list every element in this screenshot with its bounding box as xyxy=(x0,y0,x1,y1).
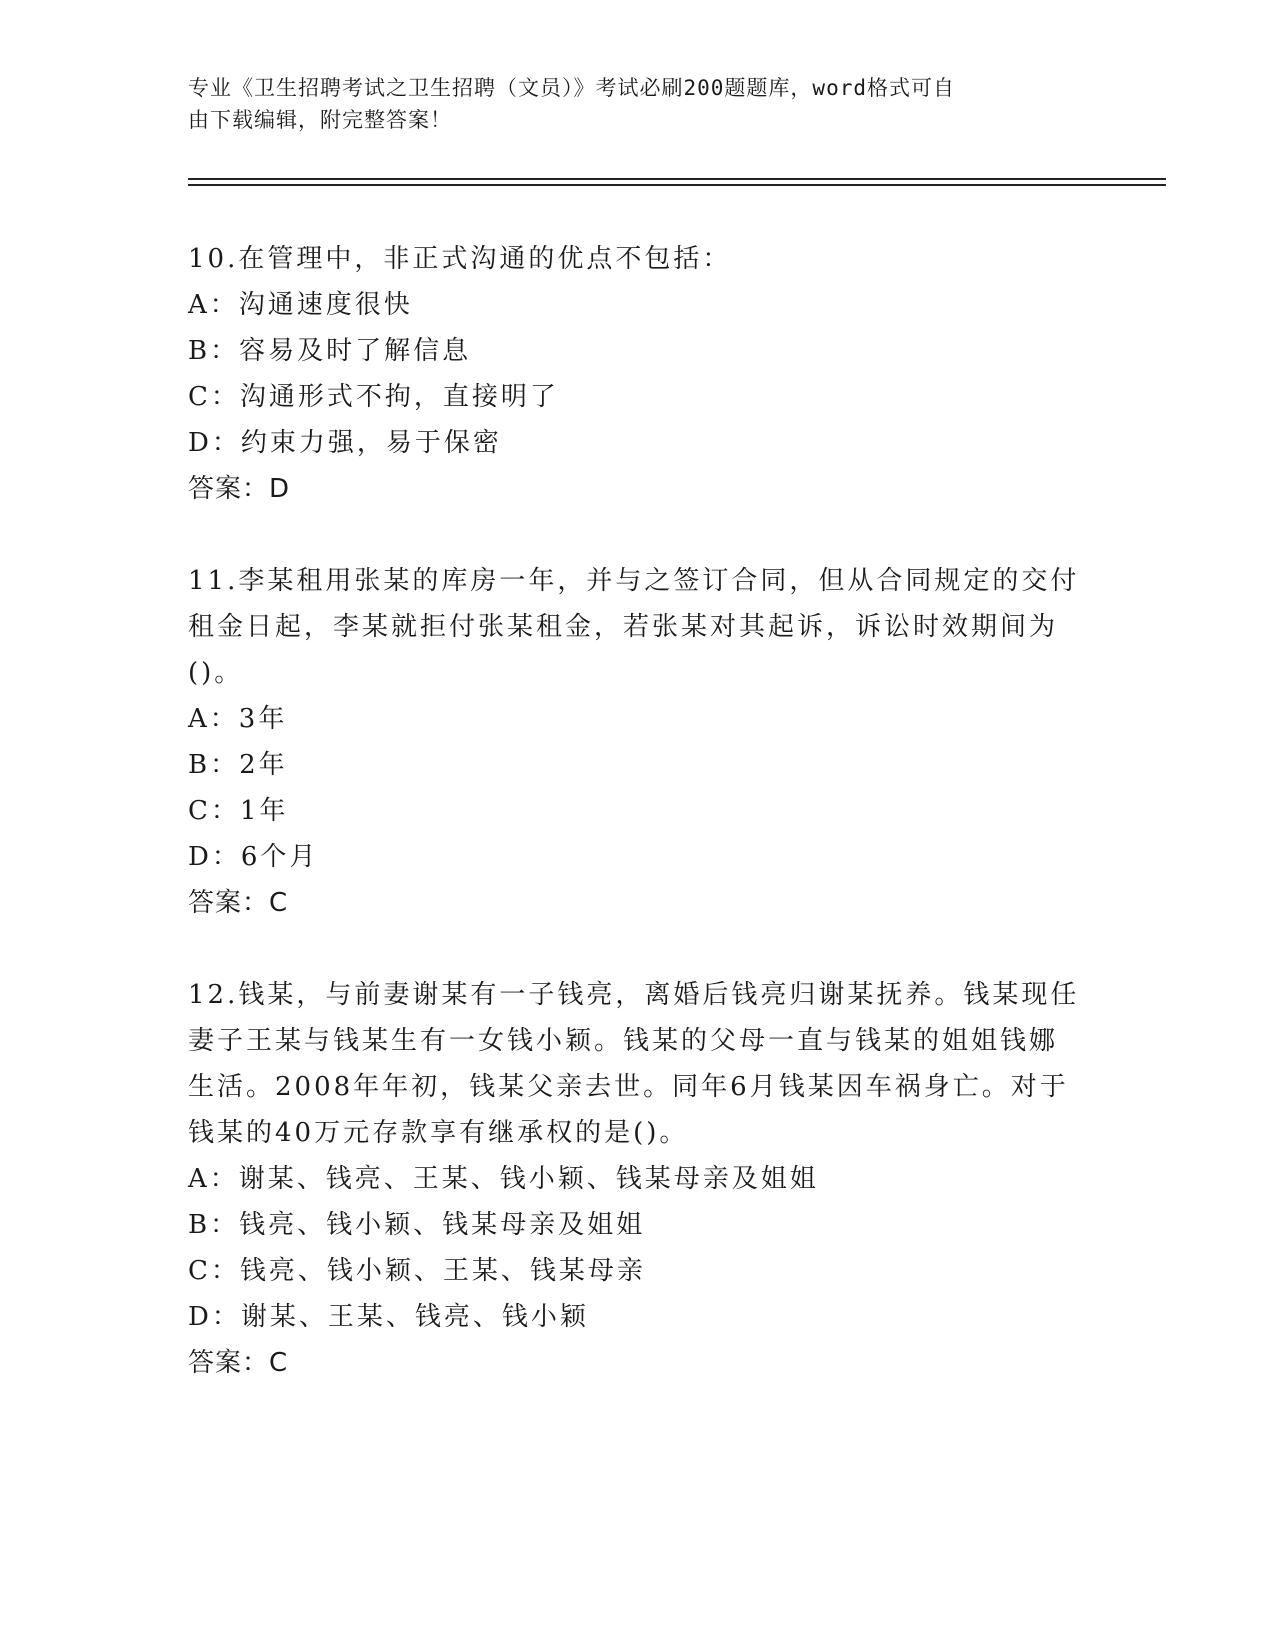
answer: 答案：D xyxy=(188,474,291,504)
header-line-2: 由下载编辑，附完整答案！ xyxy=(188,108,452,132)
question-number: 12. xyxy=(188,980,239,1010)
question-stem-line-4: 钱某的40万元存款享有继承权的是()。 xyxy=(188,1118,689,1148)
option-b: B：2年 xyxy=(188,750,288,780)
question-stem-line-1 xyxy=(188,558,1088,604)
option-a: A：3年 xyxy=(188,704,288,734)
option-d: D：谢某、王某、钱亮、钱小颖 xyxy=(188,1302,589,1332)
option-c: C：1年 xyxy=(188,796,289,826)
question-text: 李某租用张某的库房一年，并与之签订合同，但从合同规定的交付 xyxy=(238,566,1080,596)
question-stem-line-1 xyxy=(188,972,1088,1018)
option-b: B：容易及时了解信息 xyxy=(188,336,472,366)
header-divider-top xyxy=(188,178,1166,180)
option-a: A：沟通速度很快 xyxy=(188,290,413,320)
option-c: C：沟通形式不拘，直接明了 xyxy=(188,382,559,412)
question-text: 在管理中，非正式沟通的优点不包括： xyxy=(238,244,732,274)
question-number: 10. xyxy=(188,244,239,274)
option-d: D：6个月 xyxy=(188,842,319,872)
question-stem xyxy=(188,236,1088,282)
option-c: C：钱亮、钱小颖、王某、钱某母亲 xyxy=(188,1256,646,1286)
question-stem-line-2: 租金日起，李某就拒付张某租金，若张某对其起诉，诉讼时效期间为 xyxy=(188,612,1059,642)
question-stem-line-3: ()。 xyxy=(188,658,244,688)
header-line-1: 专业《卫生招聘考试之卫生招聘（文员）》考试必刷200题题库，word格式可自 xyxy=(188,76,955,100)
answer: 答案：C xyxy=(188,888,289,918)
question-number: 11. xyxy=(188,566,239,596)
question-10 xyxy=(188,236,1088,512)
header-divider-bottom xyxy=(188,184,1166,186)
option-b: B：钱亮、钱小颖、钱某母亲及姐姐 xyxy=(188,1210,646,1240)
document-header xyxy=(188,72,1068,136)
option-d: D：约束力强，易于保密 xyxy=(188,428,502,458)
question-stem-line-3: 生活。2008年年初，钱某父亲去世。同年6月钱某因车祸身亡。对于 xyxy=(188,1072,1069,1102)
question-12 xyxy=(188,972,1088,1386)
answer: 答案：C xyxy=(188,1348,289,1378)
question-11 xyxy=(188,558,1088,926)
question-stem-line-2: 妻子王某与钱某生有一女钱小颖。钱某的父母一直与钱某的姐姐钱娜 xyxy=(188,1026,1059,1056)
question-text: 钱某，与前妻谢某有一子钱亮，离婚后钱亮归谢某抚养。钱某现任 xyxy=(238,980,1080,1010)
option-a: A：谢某、钱亮、王某、钱小颖、钱某母亲及姐姐 xyxy=(188,1164,819,1194)
